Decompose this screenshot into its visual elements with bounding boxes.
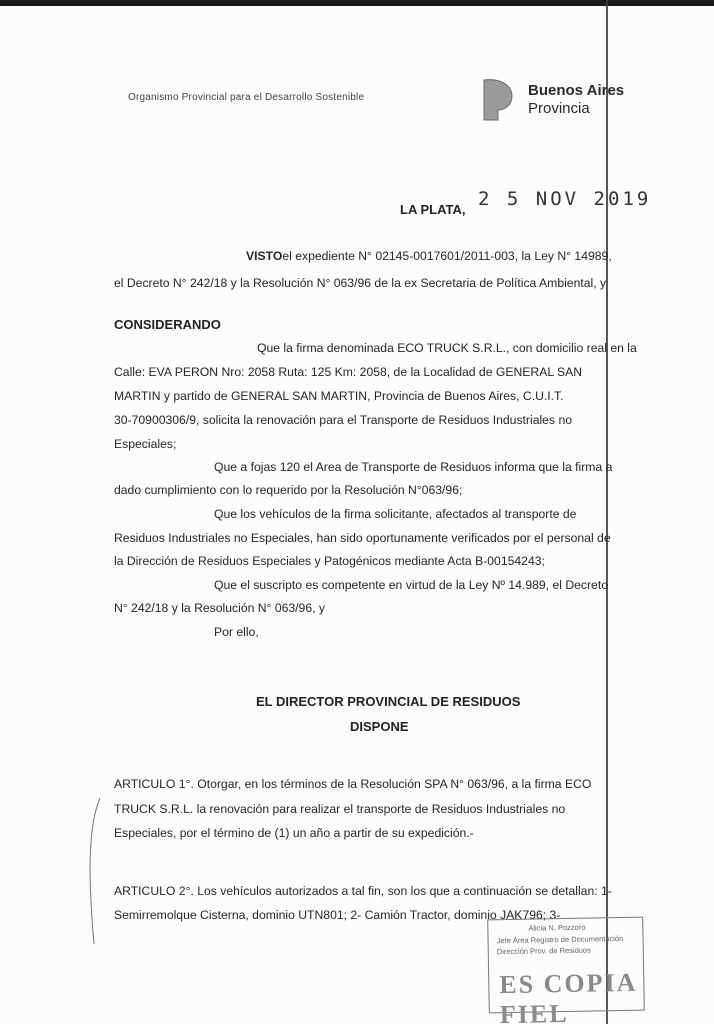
resolution-title: EL DIRECTOR PROVINCIAL DE RESIDUOS	[256, 694, 521, 709]
considerando-line: Calle: EVA PERON Nro: 2058 Ruta: 125 Km: 2058, de la Localidad de GENERAL SAN	[114, 365, 583, 379]
margin-bracket-mark	[84, 796, 106, 946]
considerando-line: la Dirección de Residuos Especiales y Patogénicos mediante Acta B-00154243;	[114, 554, 545, 568]
stamp-copy-text: ES COPIA FIEL	[499, 967, 637, 1030]
logo-title: Buenos Aires	[528, 82, 625, 99]
considerando-line: Que los vehículos de la firma solicitante, afectados al transporte de	[214, 507, 577, 521]
considerando-line: dado cumplimiento con lo requerido por la Resolución N°063/96;	[114, 483, 463, 497]
article-1-line: ARTICULO 1°. Otorgar, en los términos de la Resolución SPA N° 063/96, a la firma ECO	[114, 777, 592, 791]
certification-stamp	[487, 917, 645, 1030]
visto-label: VISTO	[246, 249, 283, 263]
considerando-heading: CONSIDERANDO	[114, 317, 221, 332]
stamp-role: Jefe Área Registro de Documentación	[496, 933, 624, 946]
considerando-line: N° 242/18 y la Resolución N° 063/96, y	[114, 601, 325, 615]
province-logo	[476, 78, 636, 124]
considerando-line: 30-70900306/9, solicita la renovación para el Transporte de Residuos Industriales no	[114, 413, 572, 427]
stamp-name: Alicia N. Pozzoro	[528, 922, 586, 933]
article-2-line: ARTICULO 2°. Los vehículos autorizados a tal fin, son los que a continuación se detallan: 1-	[114, 884, 612, 898]
considerando-line: Que a fojas 120 el Area de Transporte de Residuos informa que la firma a	[214, 460, 613, 474]
resolution-dispone: DISPONE	[350, 719, 409, 734]
organism-name: Organismo Provincial para el Desarrollo Sostenible	[128, 92, 365, 103]
stamp-office: Dirección Prov. de Residuos	[496, 945, 591, 957]
province-logo-icon	[476, 78, 516, 122]
considerando-line: Que el suscripto es competente en virtud de la Ley Nº 14.989, el Decreto	[214, 578, 608, 592]
considerando-line: Especiales;	[114, 437, 177, 451]
article-1-line: Especiales, por el término de (1) un año a partir de su expedición.-	[114, 826, 474, 840]
considerando-line: Que la firma denominada ECO TRUCK S.R.L., con domicilio real en la	[257, 341, 637, 355]
article-2-line: Semirremolque Cisterna, dominio UTN801; 2- Camión Tractor, dominio JAK796; 3-	[114, 908, 561, 922]
visto-line-1	[246, 248, 612, 264]
visto-text-1: el expediente N° 02145-0017601/2011-003, la Ley N° 14989,	[282, 249, 612, 263]
considerando-line: MARTIN y partido de GENERAL SAN MARTIN, Provincia de Buenos Aires, C.U.I.T.	[114, 389, 564, 403]
article-1-line: TRUCK S.R.L. la renovación para realizar el transporte de Residuos Industriales no	[114, 802, 566, 816]
considerando-line: Residuos Industriales no Especiales, han sido oportunamente verificados por el personal de	[114, 531, 611, 545]
considerando-line: Por ello,	[214, 625, 259, 639]
date-stamp: 2 5 NOV 2019	[478, 188, 652, 210]
fold-line	[606, 0, 608, 1024]
visto-line-2: el Decreto N° 242/18 y la Resolución N° 063/96 de la ex Secretaria de Política Ambiental, y	[114, 276, 607, 290]
place-label: LA PLATA,	[400, 202, 466, 217]
logo-subtitle: Provincia	[528, 100, 590, 117]
